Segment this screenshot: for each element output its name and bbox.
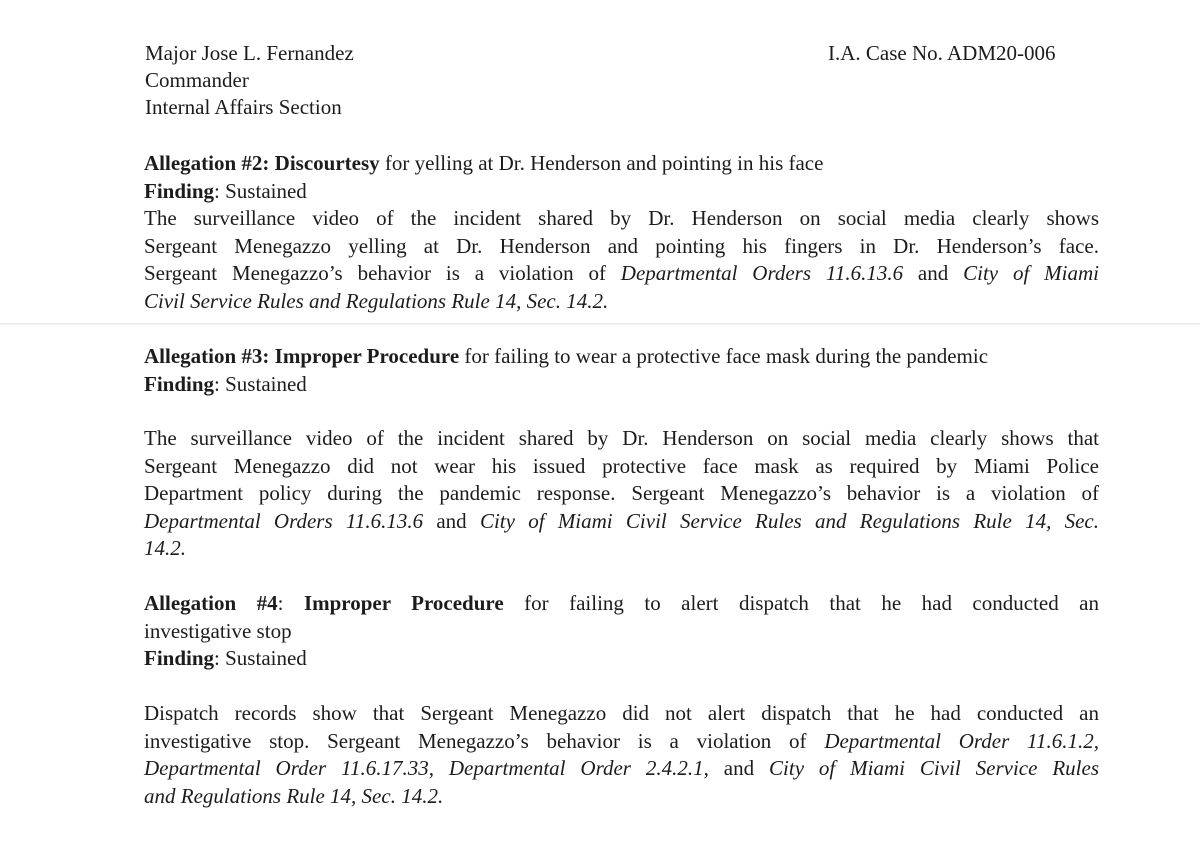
allegation-2-body (144, 205, 1099, 315)
allegation-3-section (144, 343, 1099, 398)
page-fold-line (0, 323, 1200, 325)
allegation-3-body-and: and (423, 508, 480, 533)
allegation-2-body-and: and (903, 261, 964, 285)
allegation-4-description: for failing to alert dispatch that he had conducted an (503, 591, 1100, 615)
addressee-name: Major Jose L. Fernandez (145, 41, 354, 65)
allegation-2-type: Discourtesy (274, 151, 380, 175)
allegation-4-body-line-3 (144, 755, 1099, 783)
allegation-3-label: Allegation #3: (144, 344, 270, 368)
allegation-3-order-ref: Departmental Orders 11.6.13.6 (144, 508, 424, 533)
allegation-4-order-ref-1: Departmental Order 11.6.1.2, (824, 728, 1099, 753)
allegation-2-heading (144, 150, 1099, 178)
allegation-4-description-line-2: investigative stop (144, 618, 292, 643)
allegation-4-heading (144, 590, 1099, 618)
allegation-2-finding (144, 178, 1099, 206)
allegation-4-city-ref: City of Miami Civil Service Rules (769, 756, 1100, 780)
allegation-3-finding-label: Finding (144, 371, 215, 396)
allegation-3-heading (144, 343, 1099, 371)
allegation-4-rule-ref: and Regulations Rule 14, Sec. 14.2. (144, 783, 444, 808)
allegation-4-order-ref-2: Departmental Order 11.6.17.33, Departmental Order 2.4.2.1, (144, 756, 709, 780)
allegation-4-finding (144, 645, 1099, 673)
addressee-block (145, 40, 354, 121)
allegation-2-finding-label: Finding (144, 178, 215, 203)
allegation-3-finding (144, 371, 1099, 399)
allegation-4-body-and: and (708, 756, 770, 780)
allegation-3-body (144, 425, 1099, 563)
allegation-4-section (144, 590, 1099, 673)
allegation-2-city-ref: City of Miami (963, 261, 1099, 285)
allegation-3-description: for failing to wear a protective face mask during the pandemic (459, 344, 989, 368)
allegation-2-rule-ref: Civil Service Rules and Regulations Rule 14, Sec. 14.2. (144, 288, 609, 313)
allegation-2-body-line-4 (144, 288, 1099, 316)
allegation-2-section (144, 150, 1099, 315)
addressee-unit: Internal Affairs Section (145, 95, 342, 119)
allegation-3-body-line-1: The surveillance video of the incident shared by Dr. Henderson on social media clearly shows that (144, 426, 1099, 450)
allegation-3-body-line-2: Sergeant Menegazzo did not wear his issued protective face mask as required by Miami Police (144, 453, 1099, 478)
allegation-3-type: Improper Procedure (274, 344, 460, 368)
allegation-4-type: Improper Procedure (303, 591, 504, 615)
case-number: I.A. Case No. ADM20-006 (828, 41, 1056, 65)
allegation-2-body-line-3 (144, 260, 1099, 288)
allegation-2-body-text: Sergeant Menegazzo’s behavior is a violation of (144, 261, 621, 285)
addressee-title: Commander (145, 68, 249, 92)
allegation-4-body-text: investigative stop. Sergeant Menegazzo’s behavior is a violation of (144, 728, 825, 753)
allegation-2-body-line-2: Sergeant Menegazzo yelling at Dr. Henderson and pointing his fingers in Dr. Henderson’s face. (144, 233, 1099, 258)
allegation-3-rule-ref: 14.2. (144, 536, 186, 560)
allegation-4-finding-label: Finding (144, 646, 215, 670)
allegation-2-body-line-1: The surveillance video of the incident shared by Dr. Henderson on social media clearly shows (144, 206, 1099, 230)
allegation-4-body-line-1: Dispatch records show that Sergeant Menegazzo did not alert dispatch that he had conducted an (144, 701, 1099, 725)
allegation-4-body-line-4 (144, 783, 1099, 811)
allegation-3-finding-value: : Sustained (214, 371, 307, 396)
allegation-3-body-line-5 (144, 535, 1099, 563)
allegation-4-finding-value: : Sustained (214, 646, 307, 670)
allegation-4-label: Allegation #4 (144, 591, 278, 615)
allegation-3-body-line-3: Department policy during the pandemic response. Sergeant Menegazzo’s behavior is a violation of (144, 481, 1099, 505)
allegation-2-label: Allegation #2: (144, 151, 270, 175)
allegation-4-body-line-2 (144, 728, 1099, 756)
allegation-2-description: for yelling at Dr. Henderson and pointing in his face (379, 151, 824, 175)
allegation-2-finding-value: : Sustained (214, 178, 307, 203)
allegation-4-body (144, 700, 1099, 810)
allegation-3-city-ref: City of Miami Civil Service Rules and Regulations Rule 14, Sec. (479, 508, 1099, 533)
allegation-3-body-line-4 (144, 508, 1099, 536)
allegation-4-colon: : (277, 591, 284, 615)
allegation-2-order-ref: Departmental Orders 11.6.13.6 (620, 261, 904, 285)
